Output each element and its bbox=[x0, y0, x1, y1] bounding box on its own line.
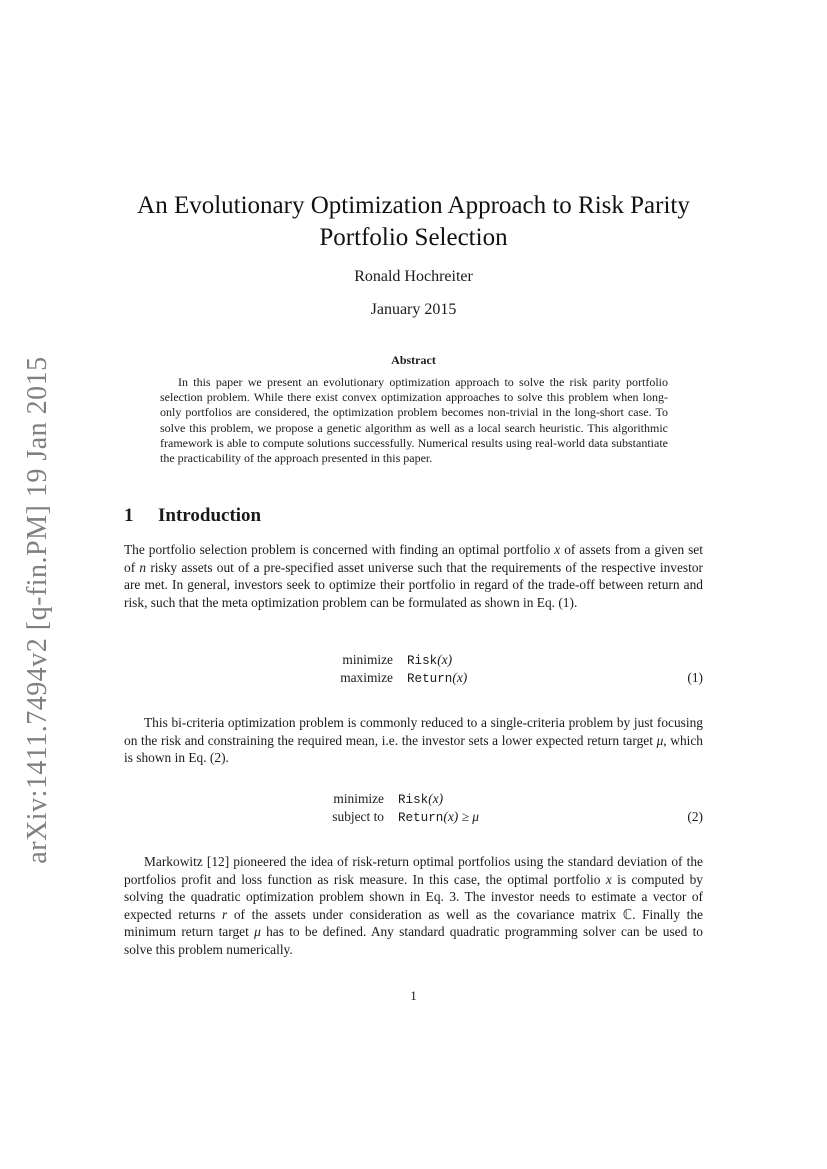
equation-row bbox=[318, 790, 479, 808]
eq-function: Return bbox=[407, 671, 453, 686]
intro-paragraph-1 bbox=[124, 541, 703, 611]
equation-number: (2) bbox=[687, 808, 703, 824]
intro-paragraph-3 bbox=[124, 853, 703, 958]
eq-function: Risk bbox=[398, 793, 429, 807]
intro-paragraph-2 bbox=[124, 714, 703, 767]
abstract-text: In this paper we present an evolutionary optimization approach to solve the risk parity portfolio selection problem. While there exist convex optimization approaches to solve this problem when long-only portfolios are considered, the optimization problem becomes non-trivial in the long-short case. To solve this problem, we propose a genetic algorithm as well as a local search heuristic. This algorithmic framework is able to compute solutions successfully. Numerical results using real-world data substantiate the practicability of the approach presented in this paper. bbox=[160, 375, 668, 466]
eq-argument: (x) bbox=[437, 652, 453, 667]
eq-argument: (x) ≥ μ bbox=[443, 808, 479, 824]
eq-expression bbox=[398, 808, 479, 826]
math-var-mu: μ bbox=[254, 924, 261, 939]
math-var-r: r bbox=[222, 906, 228, 922]
math-var-x: x bbox=[554, 542, 561, 557]
math-var-x: x bbox=[605, 871, 612, 887]
text-run: of assets from a given set of bbox=[124, 542, 703, 575]
text-run: , which is shown in Eq. (2). bbox=[124, 732, 703, 765]
page-number: 1 bbox=[410, 988, 417, 1003]
text-run: risky assets out of a pre-specified asset universe such that the requirements of the respective investor are met. In general, investors seek to optimize their portfolio in regard of the trade-off between return and risk, such that the meta optimization problem can be formulated as shown in Eq. (1). bbox=[124, 559, 703, 610]
eq-operator: minimize bbox=[333, 791, 384, 806]
text-run: is computed by solving the quadratic optimization problem shown in Eq. 3. The investor needs to estimate a vector of expected returns bbox=[124, 871, 703, 922]
text-run: The portfolio selection problem is concerned with finding an optimal portfolio bbox=[124, 542, 555, 557]
title-line-1: An Evolutionary Optimization Approach to Risk Parity bbox=[137, 192, 690, 219]
equation-1-body bbox=[333, 651, 467, 686]
arxiv-sidebar bbox=[14, 356, 62, 864]
equation-row bbox=[333, 669, 467, 687]
text-run: This bi-criteria optimization problem is commonly reduced to a single-criteria problem by just focusing on the risk and constraining the required mean, i.e. the investor sets a lower expected return target bbox=[124, 715, 703, 748]
eq-expression bbox=[398, 790, 443, 808]
equation-row bbox=[318, 808, 479, 826]
text-run: has to be defined. Any standard quadratic programming solver can be used to solve this problem numerically. bbox=[124, 924, 703, 957]
title-line-2: Portfolio Selection bbox=[319, 224, 508, 251]
abstract-heading: Abstract bbox=[391, 353, 436, 367]
math-var-mu: μ bbox=[656, 732, 664, 748]
eq-operator: minimize bbox=[342, 652, 393, 667]
eq-argument: (x) bbox=[452, 669, 468, 685]
text-run: of the assets under consideration as well as the covariance matrix ℂ. Finally the minimum return target bbox=[124, 906, 703, 939]
math-var-n: n bbox=[139, 559, 147, 575]
author-name: Ronald Hochreiter bbox=[354, 268, 473, 285]
eq-argument: (x) bbox=[428, 791, 444, 806]
eq-function: Risk bbox=[407, 654, 438, 668]
equation-number: (1) bbox=[687, 669, 703, 685]
section-number: 1 bbox=[124, 505, 134, 526]
text-run: Markowitz [12] pioneered the idea of risk-return optimal portfolios using the standard deviation of the portfolios profit and loss function as risk measure. In this case, the optimal portfolio bbox=[124, 854, 703, 887]
eq-operator: maximize bbox=[340, 669, 393, 685]
eq-expression bbox=[407, 669, 467, 687]
paper-title bbox=[0, 190, 827, 254]
equation-row bbox=[333, 651, 467, 669]
section-heading bbox=[124, 505, 261, 527]
eq-function: Return bbox=[398, 810, 444, 825]
arxiv-identifier: arXiv:1411.7494v2 [q-fin.PM] 19 Jan 2015 bbox=[22, 356, 53, 864]
publication-date: January 2015 bbox=[370, 301, 457, 318]
eq-expression bbox=[407, 651, 452, 669]
section-title: Introduction bbox=[158, 505, 262, 526]
eq-operator: subject to bbox=[332, 808, 384, 824]
equation-2-body bbox=[318, 790, 479, 825]
